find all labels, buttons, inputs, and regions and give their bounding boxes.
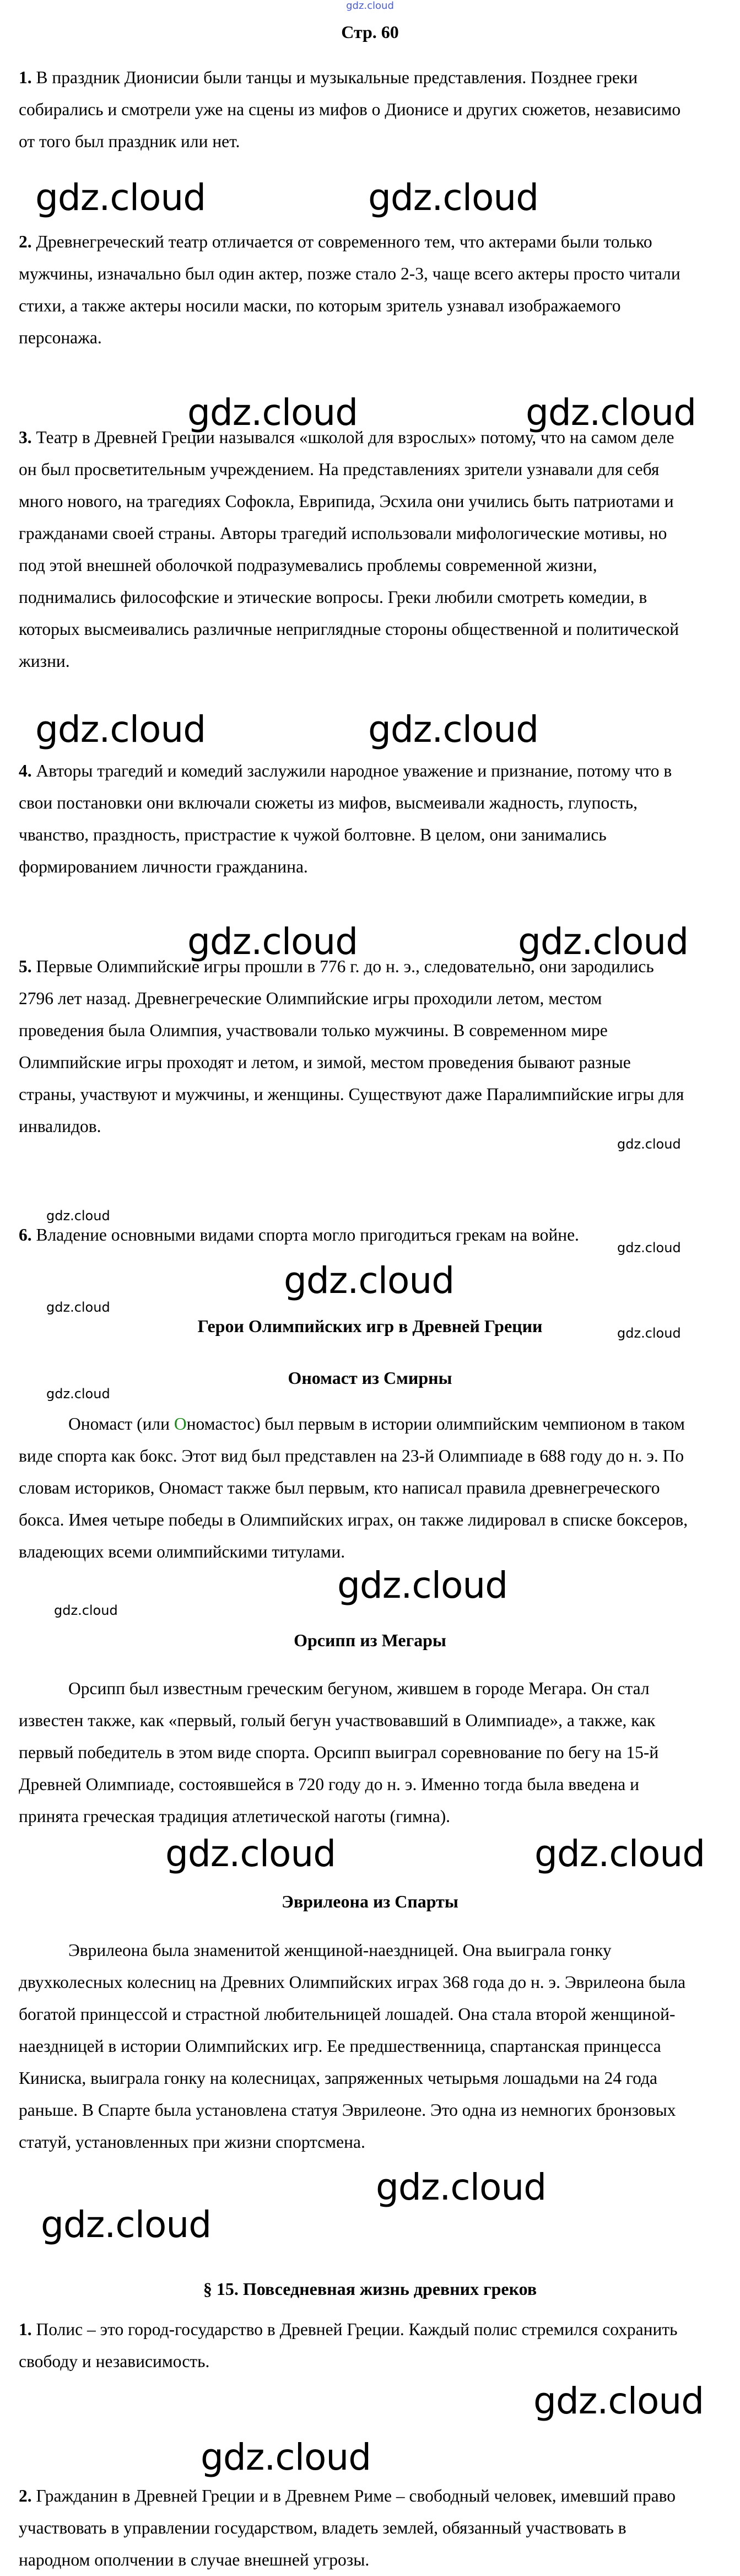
heroes-title: Герои Олимпийских игр в Древней Греции xyxy=(197,1316,543,1336)
hero-heading-eurileona: Эврилеона из Спарты xyxy=(282,1891,458,1911)
answer-number: 1. xyxy=(19,68,32,87)
answer-number: 2. xyxy=(19,232,32,251)
watermark-small: gdz.cloud xyxy=(617,1325,681,1341)
watermark: gdz.cloud xyxy=(41,2203,212,2246)
watermark: gdz.cloud xyxy=(187,391,358,434)
answer-5 xyxy=(19,951,688,1143)
hero-heading-orsipp: Орсипп из Мегары xyxy=(294,1630,446,1650)
watermark: gdz.cloud xyxy=(187,920,358,963)
hero-heading-onomast: Ономаст из Смирны xyxy=(288,1368,452,1388)
answer-text: Авторы трагедий и комедий заслужили народное уважение и признание, потому что в свои постановки они включали сюжеты из мифов, высмеивали жадность, глупость, чванство, праздность, пристрастие к чужой болтовне. В целом, они занимались формированием личности гражданина. xyxy=(19,761,672,876)
highlight-letter: О xyxy=(174,1414,187,1433)
watermark: gdz.cloud xyxy=(534,1833,705,1875)
hero-text-onomast: Ономаст (или Ономастос) был первым в истории олимпийским чемпионом в таком виде спорта как бокс. Этот вид был представлен на 23-й Олимпиаде в 688 году до н. э. По словам историков, Ономаст также был первым, кто написал правила древнегреческого бокса. Имея четыре победы в Олимпийских играх, он также лидировал в списке боксеров, владеющих всеми олимпийскими титулами. xyxy=(19,1414,688,1561)
watermark: gdz.cloud xyxy=(518,920,689,963)
section-15-answer-2 xyxy=(19,2480,688,2576)
answer-3 xyxy=(19,422,688,677)
answer-2 xyxy=(19,226,688,354)
watermark: gdz.cloud xyxy=(533,2380,704,2422)
answer-1 xyxy=(19,62,688,158)
watermark-small: gdz.cloud xyxy=(54,1603,118,1618)
watermark: gdz.cloud xyxy=(35,708,206,751)
section-15-title: § 15. Повседневная жизнь древних греков xyxy=(203,2279,537,2299)
watermark: gdz.cloud xyxy=(368,176,539,219)
hero-text-orsipp: Орсипп был известным греческим бегуном, жившем в городе Мегара. Он стал известен также, как «первый, голый бегун участвовавший в Олимпиаде», а также, как первый победитель в этом виде спорта. Орсипп выиграл соревнование по бегу на 15-й Древней Олимпиаде, состоявшейся в 720 году до н. э. Именно тогда была введена и принята греческая традиция атлетической наготы (гимна). xyxy=(19,1679,659,1826)
answer-text: Первые Олимпийские игры прошли в 776 г. до н. э., следовательно, они зародились 2796 лет назад. Древнегреческие Олимпийские игры проходили летом, местом проведения была Олимпия, участвовали только мужчины. В современном мире Олимпийские игры проходят и летом, и зимой, местом проведения бывают разные страны, участвуют и мужчины, и женщины. Существуют даже Паралимпийские игры для инвалидов. xyxy=(19,957,684,1136)
answer-number: 5. xyxy=(19,957,32,976)
watermark: gdz.cloud xyxy=(376,2166,547,2208)
answer-text: Гражданин в Древней Греции и в Древнем Риме – свободный человек, имевший право участвовать в управлении государством, владеть землей, обязанный участвовать в народном ополчении в случае внешней угрозы. xyxy=(19,2486,676,2569)
hero-text-eurileona: Эврилеона была знаменитой женщиной-наездницей. Она выиграла гонку двухколесных колесниц на Древних Олимпийских играх 368 года до н. э. Эврилеона была богатой принцессой и страстной любительницей лошадей. Она стала второй женщиной-наездницей в истории Олимпийских игр. Ее предшественница, спартанская принцесса Киниска, выиграла гонку на колесницах, запряженных четырьмя лошадьми на 24 года раньше. В Спарте была установлена статуя Эврилеоне. Это одна из немногих бронзовых статуй, установленных при жизни спортсмена. xyxy=(19,1941,686,2152)
watermark: gdz.cloud xyxy=(165,1833,336,1875)
answer-number: 4. xyxy=(19,761,32,780)
watermark-small: gdz.cloud xyxy=(46,1208,110,1224)
answer-text: Древнегреческий театр отличается от современного тем, что актерами были только мужчины, изначально был один актер, позже стало 2-3, чаще всего актеры просто читали стихи, а также актеры носили маски, по которым зритель узнавал изображаемого персонажа. xyxy=(19,232,680,347)
watermark-small: gdz.cloud xyxy=(46,1300,110,1315)
page-label: Стр. 60 xyxy=(341,22,399,42)
watermark: gdz.cloud xyxy=(526,391,696,434)
watermark: gdz.cloud xyxy=(368,708,539,751)
watermark: gdz.cloud xyxy=(201,2436,371,2478)
answer-text: Театр в Древней Греции назывался «школой для взрослых» потому, что на самом деле он был просветительным учреждением. На представлениях зрители узнавали для себя много нового, на трагедиях Софокла, Еврипида, Эсхила они учились быть патриотами и гражданами своей страны. Авторы трагедий использовали мифологические мотивы, но под этой внешней оболочкой подразумевались проблемы современной жизни, поднимались философские и этические вопросы. Греки любили смотреть комедии, в которых высмеивались различные неприглядные стороны общественной и политической жизни. xyxy=(19,428,679,671)
answer-6 xyxy=(19,1219,688,1251)
answer-4 xyxy=(19,755,688,883)
answer-number: 2. xyxy=(19,2486,32,2505)
answer-text: Владение основными видами спорта могло пригодиться грекам на войне. xyxy=(36,1225,579,1244)
watermark-small: gdz.cloud xyxy=(46,1386,110,1402)
watermark: gdz.cloud xyxy=(35,176,206,219)
top-watermark: gdz.cloud xyxy=(346,0,394,12)
answer-text: В праздник Дионисии были танцы и музыкальные представления. Позднее греки собирались и смотрели уже на сцены из мифов о Дионисе и других сюжетов, независимо от того был праздник или нет. xyxy=(19,68,681,151)
watermark: gdz.cloud xyxy=(284,1259,455,1302)
answer-number: 6. xyxy=(19,1225,32,1244)
answer-number: 3. xyxy=(19,428,32,447)
answer-text: Полис – это город-государство в Древней Греции. Каждый полис стремился сохранить свободу и независимость. xyxy=(19,2320,678,2371)
answer-number: 1. xyxy=(19,2320,32,2339)
watermark: gdz.cloud xyxy=(337,1564,508,1607)
watermark-small: gdz.cloud xyxy=(617,1136,681,1152)
watermark-small: gdz.cloud xyxy=(617,1240,681,1255)
section-15-answer-1 xyxy=(19,2314,688,2378)
